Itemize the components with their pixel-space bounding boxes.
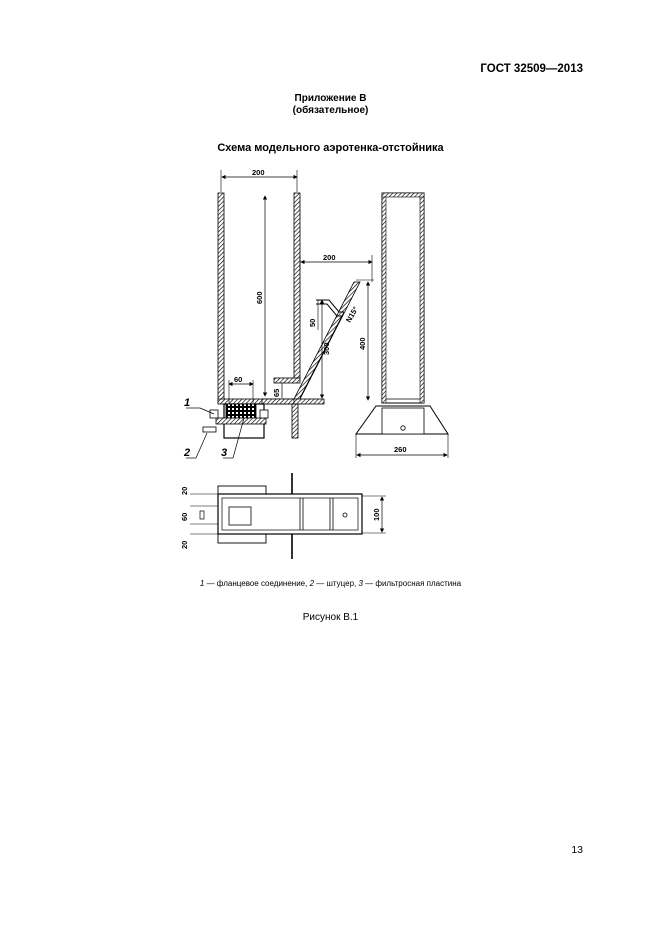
left-wall [218, 193, 224, 403]
dim-300: 300 [322, 342, 331, 355]
dim-260: 260 [394, 445, 407, 454]
dim-plan-100: 100 [372, 508, 381, 521]
legend-number-3: 3 [358, 579, 363, 588]
legend-number-2: 2 [309, 579, 315, 588]
legend-text-2: — штуцер, [314, 579, 359, 588]
dim-60: 60 [234, 375, 243, 384]
scheme-title: Схема модельного аэротенка-отстойника [217, 142, 444, 154]
front-view [356, 193, 448, 458]
page-number: 13 [571, 844, 583, 856]
flange [216, 418, 266, 424]
plan-view [180, 473, 386, 559]
inclined-base [294, 399, 324, 404]
callout-2: 2 [184, 447, 191, 459]
filter-plate [226, 404, 256, 418]
legend-text-3: — фильтросная пластина [362, 579, 462, 588]
dim-400: 400 [358, 337, 367, 350]
appendix-type: (обязательное) [292, 105, 369, 116]
dim-angle: N15° [343, 304, 361, 324]
dim-50: 50 [308, 318, 317, 327]
dim-plan-20-top: 20 [180, 486, 189, 495]
dim-600: 600 [255, 291, 264, 304]
dim-plan-60: 60 [180, 512, 189, 521]
leg [292, 404, 298, 438]
front-nozzle-hole [401, 426, 405, 430]
nozzle [203, 427, 216, 432]
figure-legend [0, 579, 661, 588]
dim-200-top: 200 [252, 168, 265, 177]
callout-1: 1 [184, 397, 191, 409]
dim-plan-20-bottom: 20 [180, 540, 189, 549]
dim-200-side: 200 [323, 253, 336, 262]
legend-text-1: — фланцевое соединение, [204, 579, 310, 588]
right-wall [294, 193, 300, 378]
appendix-title: Приложение В [294, 93, 367, 104]
wall-step [274, 378, 300, 383]
flange-bolt-right [260, 410, 268, 418]
front-column [382, 193, 424, 403]
side-view [183, 168, 374, 459]
legend-number-1: 1 [199, 579, 205, 588]
figure-caption: Рисунок В.1 [302, 612, 359, 623]
document-code: ГОСТ 32509—2013 [480, 63, 583, 75]
callout-3: 3 [221, 447, 228, 459]
dim-65: 65 [272, 388, 281, 397]
